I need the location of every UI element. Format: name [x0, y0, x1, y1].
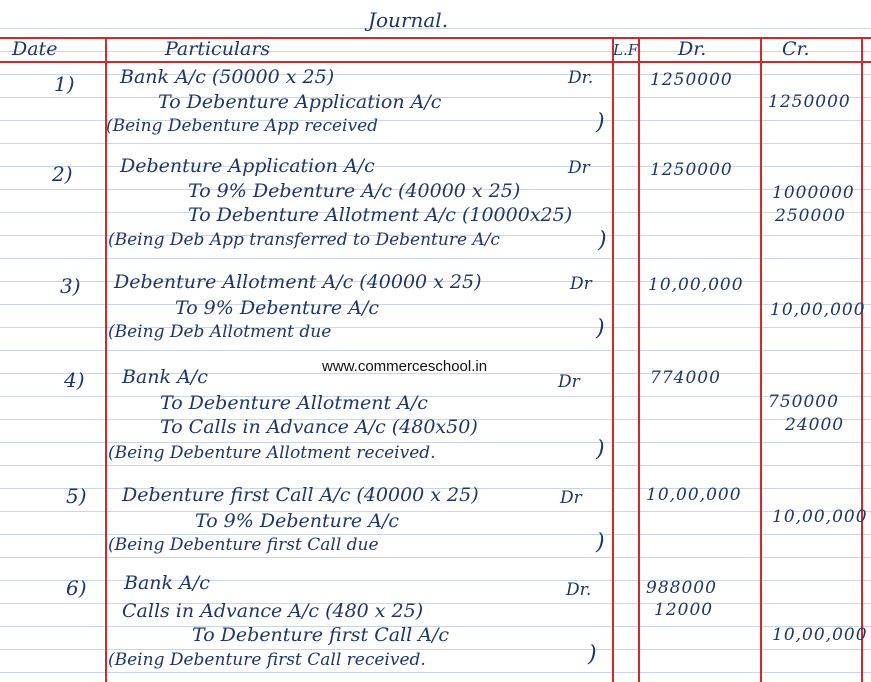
debit-amount: 1250000 [650, 160, 733, 180]
debit-account: Debenture first Call A/c (40000 x 25) [122, 484, 479, 506]
header-particulars: Particulars [165, 38, 271, 60]
narration: (Being Deb App transferred to Debenture A/c [108, 230, 500, 250]
debit-amount: 12000 [654, 600, 714, 620]
debit-amount: 10,00,000 [648, 275, 744, 295]
debit-account: Debenture Application A/c [120, 155, 375, 177]
header-cr: Cr. [782, 38, 810, 60]
entry-number: 1) [54, 72, 75, 96]
debit-account: Bank A/c (50000 x 25) [120, 66, 335, 88]
entry-number: 3) [60, 274, 81, 298]
credit-account: To Debenture Allotment A/c (10000x25) [188, 204, 573, 226]
narration-close-paren: ) [598, 228, 607, 253]
entry-number: 4) [64, 368, 85, 392]
narration: (Being Debenture first Call due [108, 535, 379, 555]
narration: (Being Debenture App received [106, 116, 379, 136]
credit-amount: 10,00,000 [772, 625, 868, 645]
dr-mark: Dr [560, 488, 582, 508]
dr-mark: Dr [568, 158, 590, 178]
credit-account: To Calls in Advance A/c (480x50) [160, 416, 478, 438]
dr-mark: Dr. [566, 580, 592, 600]
debit-account: Debenture Allotment A/c (40000 x 25) [114, 271, 482, 293]
dr-mark: Dr. [568, 68, 594, 88]
page-title: Journal. [368, 8, 449, 32]
debit-account: Bank A/c [124, 572, 210, 594]
credit-account: To 9% Debenture A/c [195, 510, 399, 532]
header-bottom-rule [0, 61, 871, 63]
narration: (Being Deb Allotment due [108, 322, 332, 342]
lf-column-rule [612, 38, 614, 682]
dr-mark: Dr [558, 372, 580, 392]
dr-mark: Dr [570, 274, 592, 294]
debit-account: Bank A/c [122, 366, 208, 388]
watermark-text: www.commerceschool.in [322, 358, 488, 375]
header-top-rule [0, 37, 871, 39]
narration-close-paren: ) [596, 110, 605, 135]
credit-amount: 10,00,000 [770, 300, 866, 320]
credit-amount: 750000 [768, 392, 839, 412]
narration-close-paren: ) [596, 437, 605, 462]
narration-close-paren: ) [596, 316, 605, 341]
credit-amount: 10,00,000 [772, 507, 868, 527]
credit-amount: 1000000 [772, 183, 855, 203]
narration: (Being Debenture first Call received. [108, 650, 426, 670]
debit-account: Calls in Advance A/c (480 x 25) [122, 600, 424, 622]
cr-column-rule [760, 38, 762, 682]
header-date: Date [12, 38, 58, 60]
narration: (Being Debenture Allotment received. [108, 443, 436, 463]
credit-account: To 9% Debenture A/c [175, 297, 379, 319]
credit-amount: 24000 [785, 415, 845, 435]
header-dr: Dr. [678, 38, 707, 60]
credit-account: To Debenture first Call A/c [192, 624, 450, 646]
right-margin-rule [861, 38, 863, 682]
header-lf: L.F [613, 41, 639, 59]
credit-amount: 1250000 [768, 92, 851, 112]
narration-close-paren: ) [588, 642, 597, 667]
credit-account: To Debenture Allotment A/c [160, 392, 428, 414]
debit-amount: 774000 [650, 368, 721, 388]
credit-amount: 250000 [775, 206, 846, 226]
narration-close-paren: ) [596, 530, 605, 555]
credit-account: To 9% Debenture A/c (40000 x 25) [188, 180, 521, 202]
entry-number: 6) [66, 576, 87, 600]
dr-column-left-rule [638, 38, 640, 682]
debit-amount: 988000 [646, 578, 717, 598]
debit-amount: 10,00,000 [646, 485, 742, 505]
entry-number: 5) [66, 484, 87, 508]
credit-account: To Debenture Application A/c [158, 91, 442, 113]
entry-number: 2) [52, 162, 73, 186]
debit-amount: 1250000 [650, 70, 733, 90]
